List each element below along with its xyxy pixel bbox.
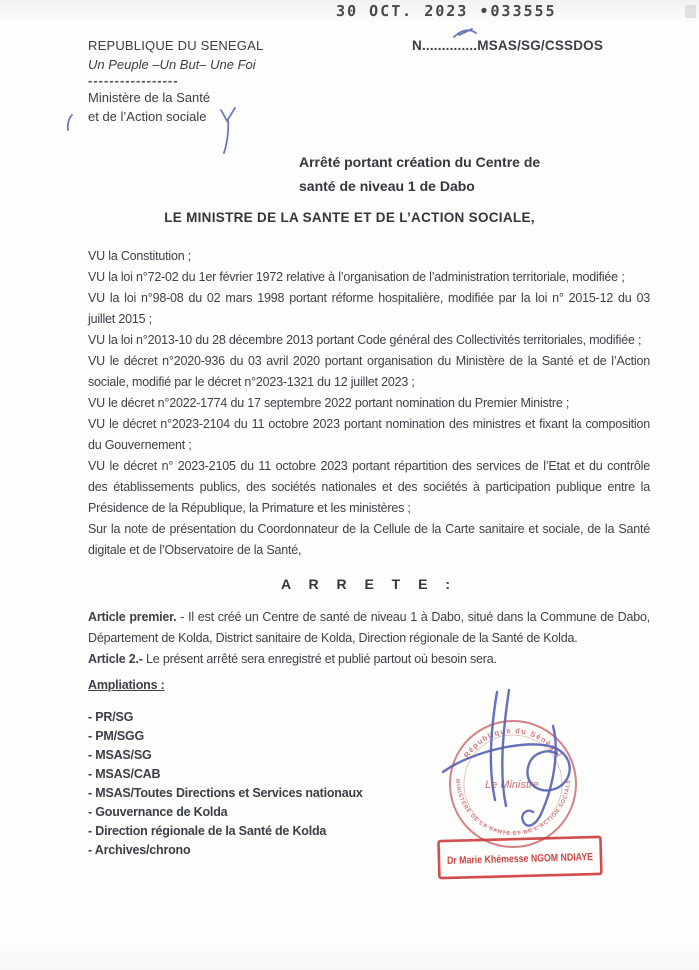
title-line-2: santé de niveau 1 de Dabo bbox=[299, 178, 475, 194]
ampliations-item: - Archives/chrono bbox=[88, 843, 191, 857]
document-title bbox=[299, 150, 659, 198]
reference-number: N..............MSAS/SG/CSSDOS bbox=[412, 38, 604, 53]
preamble-clause: VU la loi n°2013-10 du 28 décembre 2013 portant Code général des Collectivités territoriales, modifiée ; bbox=[88, 333, 642, 347]
letterhead-divider: ----------------- bbox=[88, 73, 179, 88]
article-text: - Il est créé un Centre de santé de niveau 1 à Dabo, situé dans la Commune de Dabo, Département de Kolda, District sanitaire de Kolda, Direction régionale de la Santé de Kolda. bbox=[88, 610, 650, 645]
article-paragraph-1 bbox=[88, 607, 650, 649]
minister-heading: LE MINISTRE DE LA SANTE ET DE L’ACTION SOCIALE, bbox=[164, 210, 535, 225]
ministry-name-line2: et de l’Action sociale bbox=[88, 109, 207, 124]
registration-date-stamp: 30 OCT. 2023 •033555 bbox=[335, 2, 557, 20]
arrete-heading: A R R E T E : bbox=[280, 576, 458, 592]
ministry-name-line1: Ministère de la Santé bbox=[88, 90, 211, 105]
preamble-clause: VU la loi n°98-08 du 02 mars 1998 portant réforme hospitalière, modifiée par la loi n° 2015-12 du 03 juillet 2015 ; bbox=[88, 291, 650, 326]
ampliations-item: - MSAS/CAB bbox=[88, 767, 161, 781]
article-label: Article premier. bbox=[88, 610, 177, 624]
article-paragraph-2 bbox=[88, 649, 650, 670]
national-motto: Un Peuple –Un But– Une Foi bbox=[88, 57, 256, 72]
pen-tick-left-icon bbox=[64, 112, 78, 134]
round-stamp-arc-bottom: MINISTERE DE LA SANTE ET DE L’ACTION SOCIALE bbox=[453, 778, 573, 838]
round-stamp-and-signature bbox=[425, 688, 655, 903]
country-name: REPUBLIQUE DU SENEGAL bbox=[88, 38, 264, 53]
ampliations-item: - PM/SGG bbox=[88, 729, 145, 743]
ampliations-heading: Ampliations : bbox=[88, 678, 165, 692]
preamble-clause: VU la Constitution ; bbox=[88, 249, 191, 263]
title-line-1: Arrêté portant création du Centre de bbox=[299, 154, 541, 170]
preamble-clause: VU la loi n°72-02 du 1er février 1972 relative à l’organisation de l’administration territoriale, modifiée ; bbox=[88, 270, 625, 284]
round-stamp-arc-top: République du Sénégal bbox=[461, 725, 565, 760]
name-stamp bbox=[438, 837, 622, 878]
preamble-clause: VU le décret n°2022-1774 du 17 septembre 2022 portant nomination du Premier Ministre ; bbox=[88, 396, 570, 410]
preamble-clause: Sur la note de présentation du Coordonnateur de la Cellule de la Carte sanitaire et sociale, de la Santé digitale et de l’Observatoire de la Santé, bbox=[88, 522, 650, 557]
article-label: Article 2.- bbox=[88, 652, 143, 666]
ampliations-item: - PR/SG bbox=[88, 710, 134, 724]
ampliations-item: - MSAS/SG bbox=[88, 748, 152, 762]
ampliations-item: - Gouvernance de Kolda bbox=[88, 805, 228, 819]
ampliations-item: - MSAS/Toutes Directions et Services nationaux bbox=[88, 786, 363, 800]
article-text: Le présent arrêté sera enregistré et publié partout où besoin sera. bbox=[146, 652, 497, 666]
pen-check-right-icon bbox=[218, 106, 240, 156]
round-stamp bbox=[450, 721, 576, 847]
preamble-clause: VU le décret n°2020-936 du 03 avril 2020 portant organisation du Ministère de la Santé et de l’Action sociale, modifié par le décret n°2023-1321 du 12 juillet 2023 ; bbox=[88, 354, 650, 389]
round-stamp-center-label: Le Ministre bbox=[485, 779, 539, 791]
preamble-clause: VU le décret n° 2023-2105 du 11 octobre 2023 portant répartition des services de l’Etat et du contrôle des établissements publics, des sociétés nationales et des sociétés à participation publique entre la Présidence de la République, la Primature et les ministères ; bbox=[88, 459, 650, 515]
name-stamp-text: Dr Marie Khémesse NGOM NDIAYE bbox=[446, 850, 622, 867]
ampliations-item: - Direction régionale de la Santé de Kolda bbox=[88, 824, 327, 838]
official-stamp-block bbox=[425, 688, 655, 903]
scan-artifact bbox=[685, 5, 696, 18]
preamble-clause: VU le décret n°2023-2104 du 11 octobre 2023 portant nomination des ministres et fixant la composition du Gouvernement ; bbox=[88, 417, 650, 452]
